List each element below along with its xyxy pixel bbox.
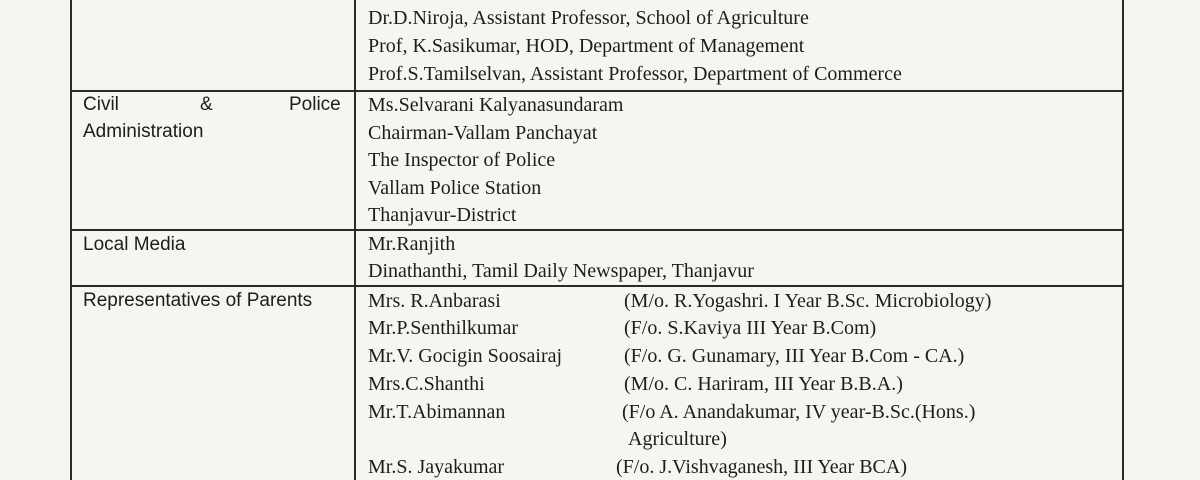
parent-name: Mr.P.Senthilkumar — [368, 317, 519, 339]
category-label-local-media: Local Media — [83, 234, 186, 255]
row-divider-1 — [70, 90, 1123, 92]
table-border-left — [70, 0, 72, 480]
parent-name: Mrs.C.Shanthi — [368, 373, 485, 395]
parent-name: Mr.V. Gocigin Soosairaj — [368, 345, 563, 367]
parent-relation: (F/o A. Anandakumar, IV year-B.Sc.(Hons.) — [622, 401, 976, 423]
member-line: Prof.S.Tamilselvan, Assistant Professor, Department of Commerce — [368, 63, 902, 85]
table-column-divider — [354, 0, 356, 480]
parent-relation: (F/o. J.Vishvaganesh, III Year BCA) — [616, 456, 907, 478]
member-line: Chairman-Vallam Panchayat — [368, 122, 598, 144]
category-label-administration: Administration — [83, 121, 204, 142]
member-line: Prof, K.Sasikumar, HOD, Department of Management — [368, 35, 805, 57]
category-label-parents: Representatives of Parents — [83, 290, 313, 311]
parent-relation-continued: Agriculture) — [628, 428, 727, 450]
category-label-civil: Civil — [83, 94, 119, 115]
member-line: Thanjavur-District — [368, 204, 517, 226]
row-divider-3 — [70, 285, 1123, 287]
parent-name: Mr.S. Jayakumar — [368, 456, 505, 478]
member-line: Dinathanthi, Tamil Daily Newspaper, Thanjavur — [368, 260, 754, 282]
member-line: Vallam Police Station — [368, 177, 542, 199]
parent-name: Mr.T.Abimannan — [368, 401, 506, 423]
member-line: Mr.Ranjith — [368, 233, 456, 255]
parent-relation: (F/o. S.Kaviya III Year B.Com) — [624, 317, 877, 339]
parent-relation: (M/o. C. Hariram, III Year B.B.A.) — [624, 373, 903, 395]
member-line: Ms.Selvarani Kalyanasundaram — [368, 94, 624, 116]
category-label-police: Police — [289, 94, 341, 115]
parent-relation: (F/o. G. Gunamary, III Year B.Com - CA.) — [624, 345, 965, 367]
row-divider-2 — [70, 229, 1123, 231]
parent-name: Mrs. R.Anbarasi — [368, 290, 501, 312]
parent-relation: (M/o. R.Yogashri. I Year B.Sc. Microbiology) — [624, 290, 992, 312]
table-border-right — [1122, 0, 1124, 480]
category-label-ampersand: & — [200, 94, 213, 115]
member-line: Dr.D.Niroja, Assistant Professor, School of Agriculture — [368, 7, 809, 29]
member-line: The Inspector of Police — [368, 149, 556, 171]
